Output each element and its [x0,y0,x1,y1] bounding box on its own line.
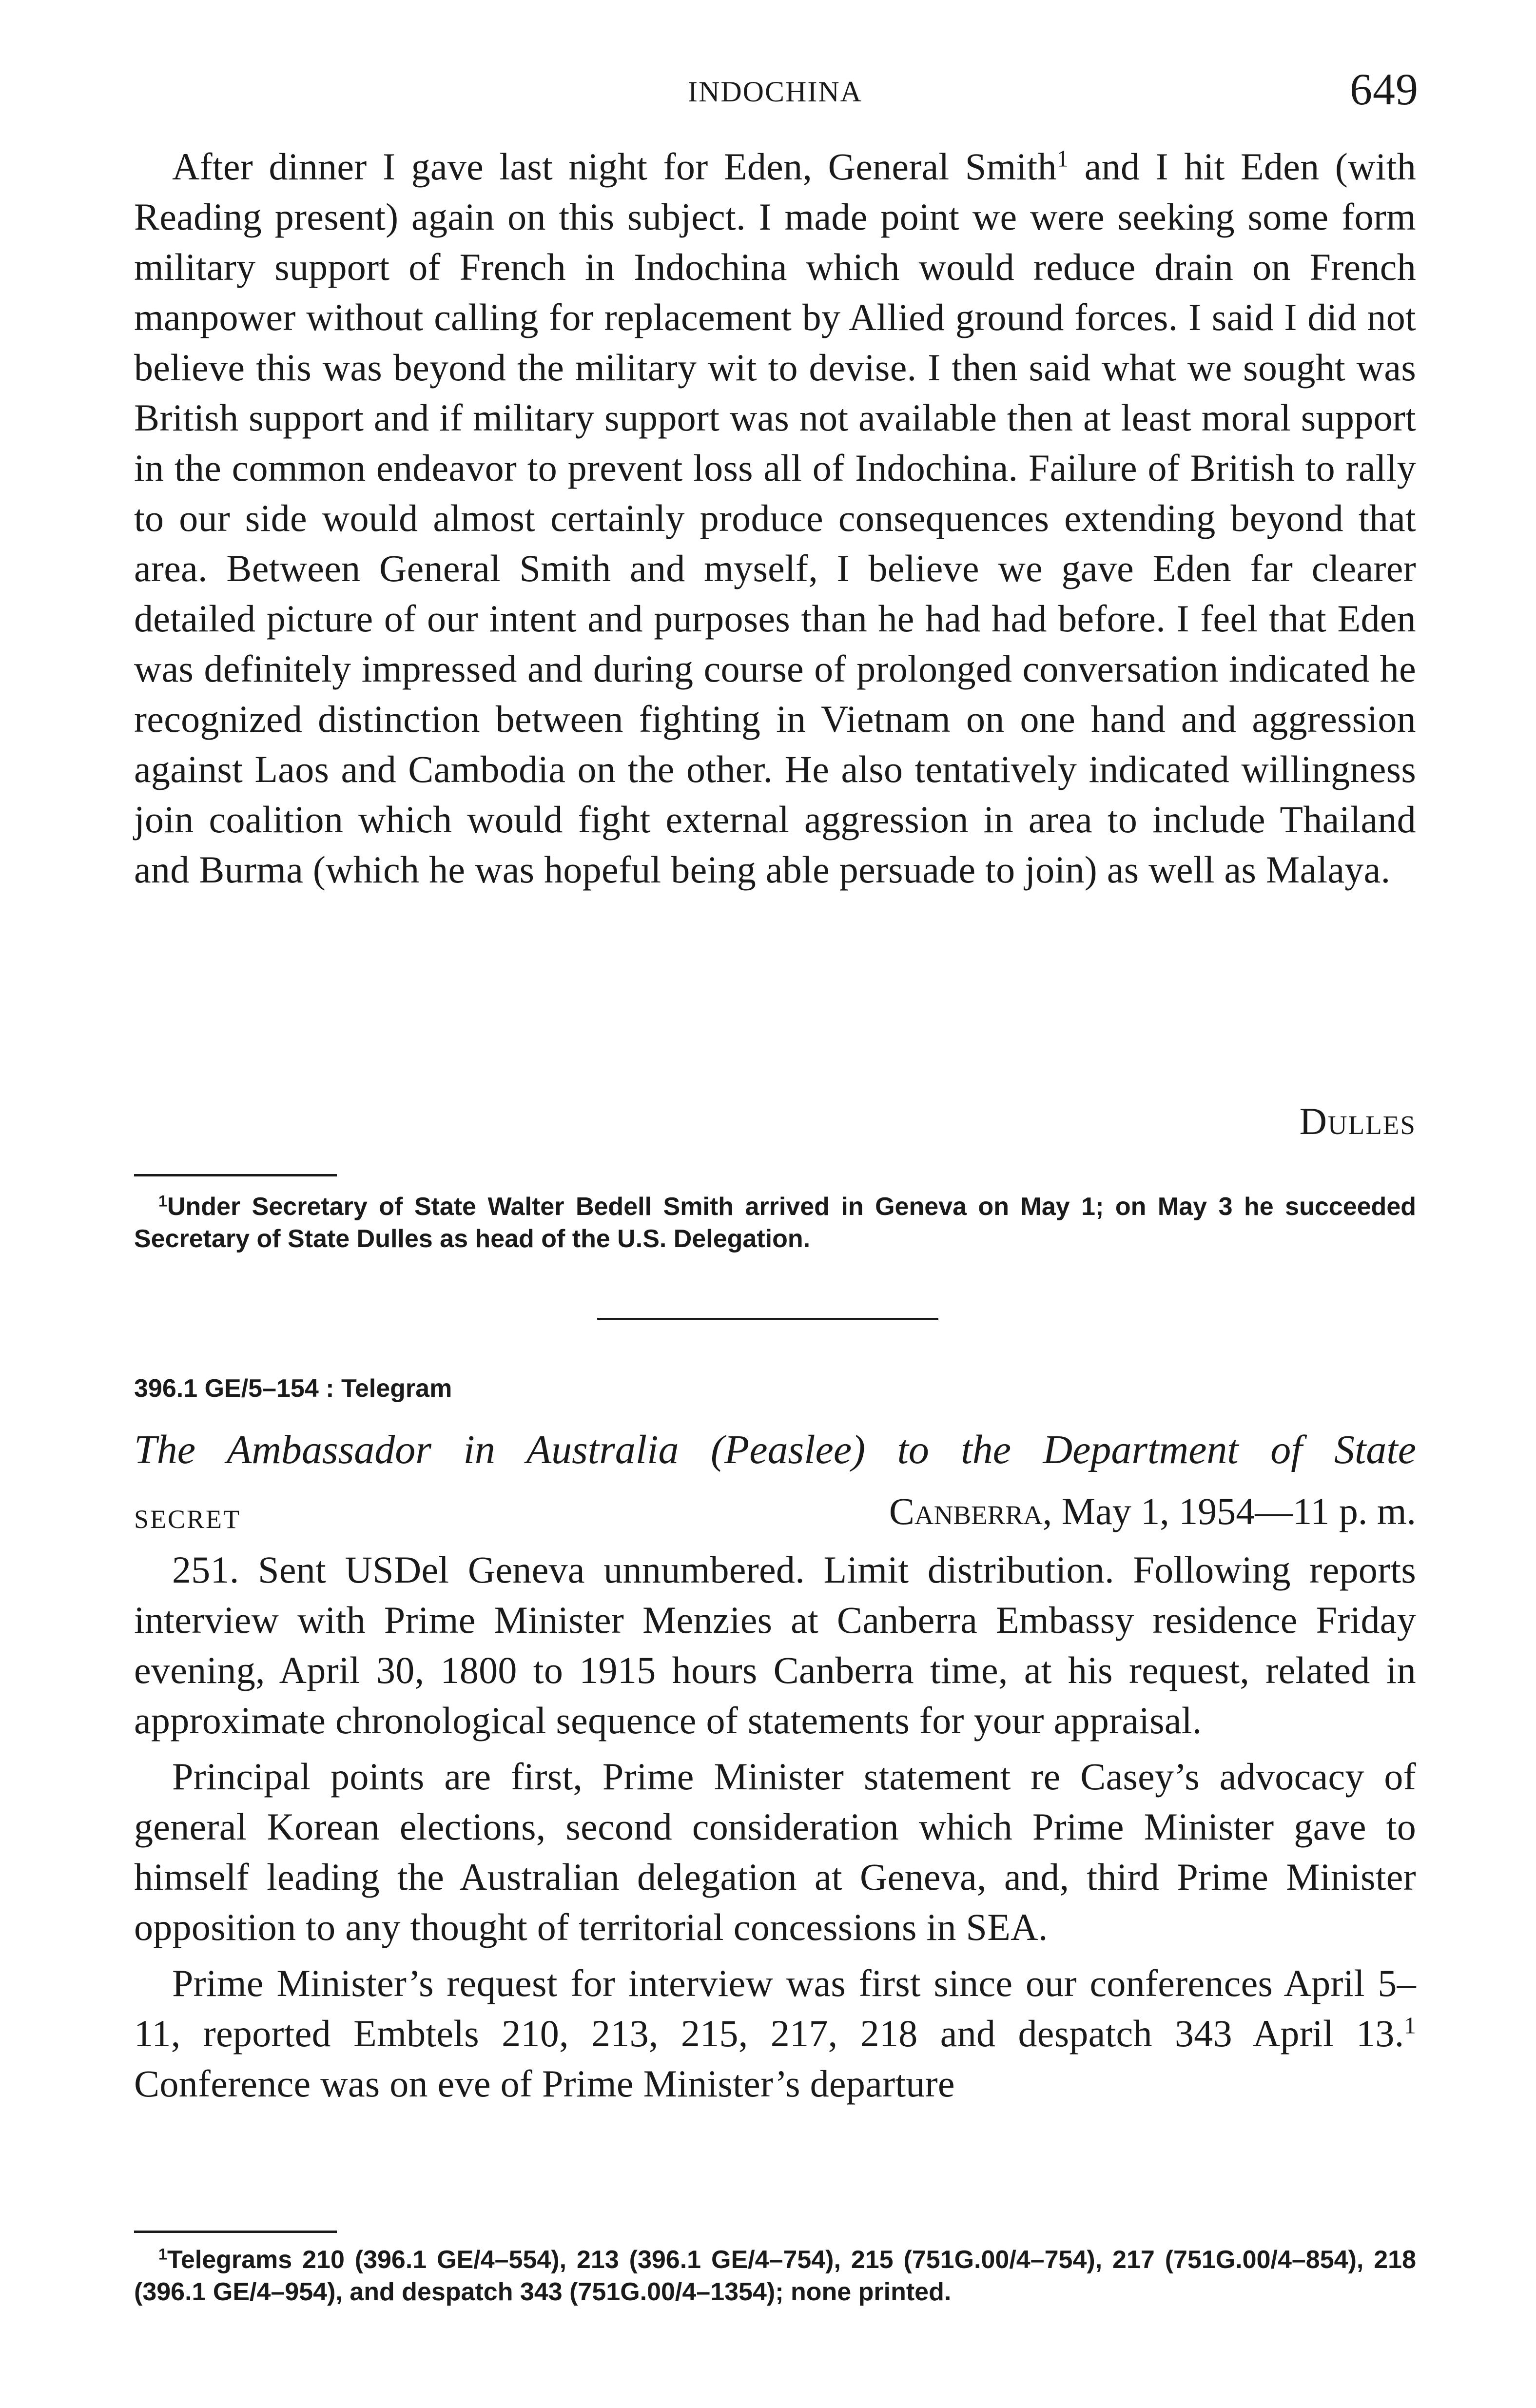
body-paragraph: Principal points are first, Prime Minister statement re Casey’s advocacy of general Korean elections, second consideration which Prime Minister gave to himself leading the Australian delegation at Geneva, and, third Prime Minister opposition to any thought of territorial concessions in SEA. [134,1755,1416,1948]
peaslee-telegram-body [134,1545,1416,2109]
dulles-telegram-body [134,141,1416,895]
body-text-continued: and I hit Eden (with Reading present) again on this subject. I made point we were seeking some form military support of French in Indochina which would reduce drain on French manpower without calling for replacement by Allied ground forces. I said I did not believe this was beyond the military wit to devise. I then said what we sought was British support and if military support was not available then at least moral support in the common endeavor to prevent loss all of Indochina. Failure of British to rally to our side would almost certainly produce consequences extending beyond that area. Between General Smith and myself, I believe we gave Eden far clearer detailed picture of our intent and purposes than he had had before. I feel that Eden was definitely impressed and during course of prolonged conversation indicated he recognized distinction between fighting in Vietnam on one hand and aggression against Laos and Cambodia on the other. He also tentatively indicated willingness join coalition which would fight external aggression in area to include Thailand and Burma (which he was hopeful being able persuade to join) as well as Malaya. [134,145,1416,891]
footnote-marker: 1 [158,1192,167,1210]
document-heading: The Ambassador in Australia (Peaslee) to the Department of State [134,1427,1416,1472]
body-text: Prime Minister’s request for interview was first since our conferences April 5–11, reported Embtels 210, 213, 215, 217, 218 and despatch 343 April 13. [134,1962,1416,2055]
running-title: INDOCHINA [688,76,862,108]
body-text-continued: Conference was on eve of Prime Minister’s departure [134,2062,955,2105]
footnote [134,2244,1416,2308]
body-paragraph [134,1958,1416,2109]
classification-label: SECRET [134,1505,241,1534]
dateline-date: May 1, 1954—11 p. m. [1052,1490,1416,1532]
footnote-rule [134,1174,337,1176]
file-number: 396.1 GE/5–154 : Telegram [134,1374,452,1403]
footnote-reference: 1 [1404,2013,1416,2039]
dateline-place: Canberra, [889,1490,1052,1532]
signature: Dulles [1299,1100,1416,1142]
body-paragraph [134,141,1416,895]
footnote [134,1191,1416,1255]
dateline [889,1489,1416,1533]
footnote-text: Under Secretary of State Walter Bedell Smith arrived in Geneva on May 1; on May 3 he succeeded Secretary of State Dulles as head of the U.S. Delegation. [134,1193,1416,1253]
body-paragraph: 251. Sent USDel Geneva unnumbered. Limit distribution. Following reports interview with Prime Minister Menzies at Canberra Embassy residence Friday evening, April 30, 1800 to 1915 hours Canberra time, at his request, related in approximate chronological sequence of statements for your appraisal. [134,1548,1416,1742]
footnote-marker: 1 [158,2245,167,2263]
footnote-rule [134,2231,337,2233]
footnote-text: Telegrams 210 (396.1 GE/4–554), 213 (396.1 GE/4–754), 215 (751G.00/4–754), 217 (751G.00/4–854), 218 (396.1 GE/4–954), and despatch 343 (751G.00/4–1354); none printed. [134,2246,1416,2306]
running-head [132,63,1419,127]
footnote-reference: 1 [1056,146,1069,172]
section-divider [597,1318,938,1320]
body-text: After dinner I gave last night for Eden, General Smith [172,145,1057,188]
page-number: 649 [1350,64,1419,114]
